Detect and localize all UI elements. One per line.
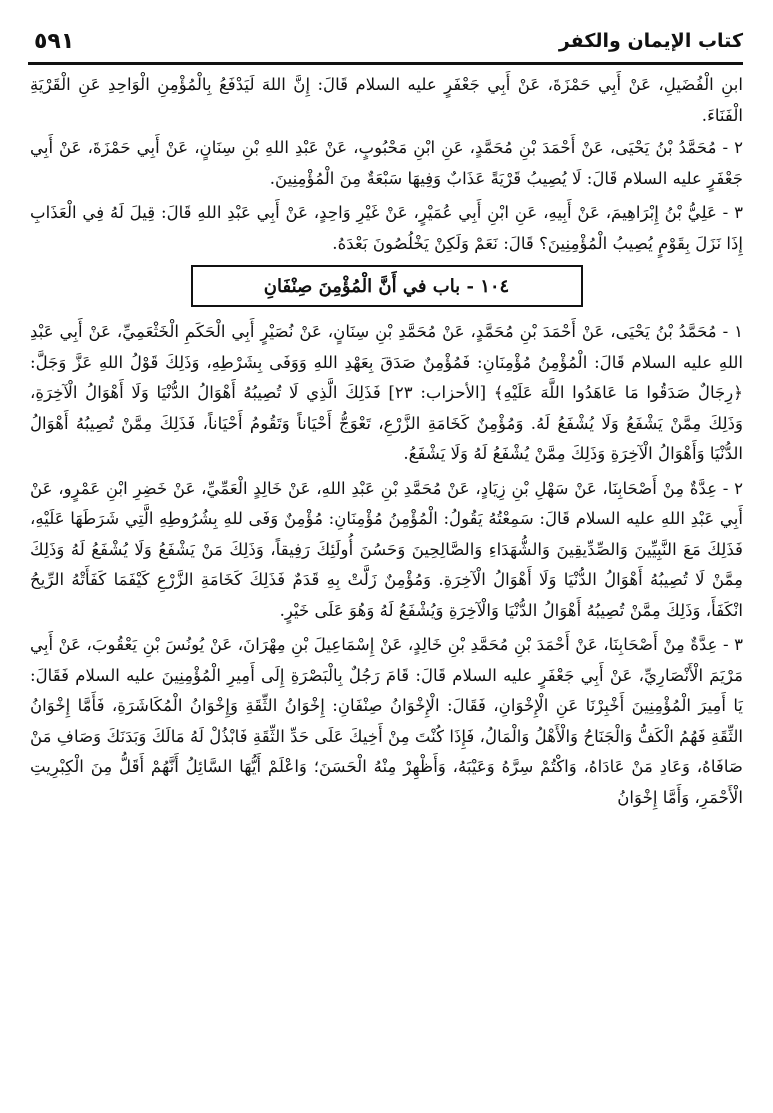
header-rule — [28, 62, 743, 65]
page-header — [34, 24, 743, 58]
book-title: كتاب الإيمان والكفر — [558, 30, 743, 52]
chapter-heading-box — [191, 265, 583, 307]
page-number: ٥٩١ — [34, 28, 75, 54]
hadith-paragraph: ١ - مُحَمَّدُ بْنُ يَحْيَى، عَنْ أَحْمَدَ بْنِ مُحَمَّدٍ، عَنْ مُحَمَّدِ بْنِ سِنَانٍ، عَنْ نُصَيْرٍ أَبِي الْحَكَمِ الْخَثْعَمِيِّ، عَنْ أَبِي عَبْدِ اللهِ عليه السلام قَالَ: الْمُؤْمِنُ مُؤْمِنَانِ: فَمُؤْمِنٌ صَدَقَ بِعَهْدِ اللهِ وَوَفَى بِشَرْطِهِ، وَذَلِكَ قَوْلُ اللهِ عَزَّ وَجَلَّ: ﴿رِجَالٌ صَدَقُوا مَا عَاهَدُوا اللَّهَ عَلَيْهِ﴾ [الأحزاب: ٢٣] فَذَلِكَ الَّذِي لَا تُصِيبُهُ أَهْوَالُ الدُّنْيَا وَلَا أَهْوَالُ الْآخِرَةِ، وَذَلِكَ مِمَّنْ يَشْفَعُ وَلَا يُشْفَعُ لَهُ. وَمُؤْمِنٌ كَخَامَةِ الزَّرْعِ، تَعْوَجُّ أَحْيَاناً وَتَقُومُ أَحْيَاناً، فَذَلِكَ مِمَّنْ تُصِيبُهُ أَهْوَالُ الدُّنْيَا وَأَهْوَالُ الْآخِرَةِ وَذَلِكَ مِمَّنْ يُشْفَعُ لَهُ وَلَا يَشْفَعُ. — [30, 322, 743, 463]
chapter-title: ١٠٤ - باب في أَنَّ الْمُؤْمِنَ صِنْفَانِ — [263, 275, 510, 297]
hadith-paragraph: ابنِ الْفُضَيلِ، عَنْ أَبِي حَمْزَةَ، عَنْ أَبِي جَعْفَرٍ عليه السلام قَالَ: إِنَّ اللهَ لَيَدْفَعُ بِالْمُؤْمِنِ الْوَاحِدِ عَنِ الْقَرْيَةِ الْفَنَاءَ. — [30, 75, 743, 125]
hadith-paragraph: ٣ - عَلِيُّ بْنُ إِبْرَاهِيمَ، عَنْ أَبِيهِ، عَنِ ابْنِ أَبِي عُمَيْرٍ، عَنْ غَيْرِ وَاحِدٍ، عَنْ أَبِي عَبْدِ اللهِ قَالَ: قِيلَ لَهُ فِي الْعَذَابِ إِذَا نَزَلَ بِقَوْمٍ يُصِيبُ الْمُؤْمِنِينَ؟ قَالَ: نَعَمْ وَلَكِنْ يَخْلُصُونَ بَعْدَهُ. — [30, 203, 743, 253]
page-body — [30, 70, 743, 817]
hadith-paragraph: ٢ - مُحَمَّدُ بْنُ يَحْيَى، عَنْ أَحْمَدَ بْنِ مُحَمَّدٍ، عَنِ ابْنِ مَحْبُوبٍ، عَنْ عَبْدِ اللهِ بْنِ سِنَانٍ، عَنْ أَبِي حَمْزَةَ، عَنْ أَبِي جَعْفَرٍ عليه السلام قَالَ: لَا يُصِيبُ قَرْيَةً عَذَابٌ وَفِيهَا سَبْعَةٌ مِنَ الْمُؤْمِنِينَ. — [30, 138, 743, 188]
hadith-paragraph: ٢ - عِدَّةٌ مِنْ أَصْحَابِنَا، عَنْ سَهْلِ بْنِ زِيَادٍ، عَنْ مُحَمَّدِ بْنِ عَبْدِ اللهِ، عَنْ خَالِدٍ الْعَمِّيِّ، عَنْ خَضِرِ ابْنِ عَمْرٍو، عَنْ أَبِي عَبْدِ اللهِ عليه السلام قَالَ: سَمِعْتُهُ يَقُولُ: الْمُؤْمِنُ مُؤْمِنَانِ: مُؤْمِنٌ وَفَى للهِ بِشُرُوطِهِ الَّتِي شَرَطَهَا عَلَيْهِ، فَذَلِكَ مَعَ النَّبِيِّينَ وَالصِّدِّيقِينَ وَالشُّهَدَاءِ وَالصَّالِحِينَ وَحَسُنَ أُولَئِكَ رَفِيقاً، وَذَلِكَ مَنْ يَشْفَعُ وَلَا يُشْفَعُ لَهُ وَذَلِكَ مِمَّنْ لَا تُصِيبُهُ أَهْوَالُ الدُّنْيَا وَلَا أَهْوَالُ الْآخِرَةِ. وَمُؤْمِنٌ زَلَّتْ بِهِ قَدَمٌ فَذَلِكَ كَخَامَةِ الزَّرْعِ كَيْفَمَا كَفَأَتْهُ الرِّيحُ انْكَفَأَ، وَذَلِكَ مِمَّنْ تُصِيبُهُ أَهْوَالُ الدُّنْيَا وَالْآخِرَةِ وَيُشْفَعُ لَهُ وَهُوَ عَلَى خَيْرٍ. — [30, 478, 743, 620]
hadith-paragraph: ٣ - عِدَّةٌ مِنْ أَصْحَابِنَا، عَنْ أَحْمَدَ بْنِ مُحَمَّدِ بْنِ خَالِدٍ، عَنْ إِسْمَاعِيلَ بْنِ مِهْرَانَ، عَنْ يُونُسَ بْنِ يَعْقُوبَ، عَنْ أَبِي مَرْيَمَ الْأَنْصَارِيِّ، عَنْ أَبِي جَعْفَرٍ عليه السلام قَالَ: قَامَ رَجُلٌ بِالْبَصْرَةِ إِلَى أَمِيرِ الْمُؤْمِنِينَ عليه السلام فَقَالَ: يَا أَمِيرَ الْمُؤْمِنِينَ أَخْبِرْنَا عَنِ الْإِخْوَانِ، فَقَالَ: الْإِخْوَانُ صِنْفَانِ: إِخْوَانُ الثِّقَةِ وَإِخْوَانُ الْمُكَاشَرَةِ، فَأَمَّا إِخْوَانُ الثِّقَةِ فَهُمُ الْكَفُّ وَالْجَنَاحُ وَالْأَهْلُ وَالْمَالُ، فَإِذَا كُنْتَ مِنْ أَخِيكَ عَلَى حَدِّ الثِّقَةِ فَابْذُلْ لَهُ مَالَكَ وَبَدَنَكَ وَصَافِ مَنْ صَافَاهُ، وَعَادِ مَنْ عَادَاهُ، وَاكْتُمْ سِرَّهُ وَعَيْبَهُ، وَأَظْهِرْ مِنْهُ الْحَسَنَ؛ وَاعْلَمْ أَيُّهَا السَّائِلُ أَنَّهُمْ أَقَلُّ مِنَ الْكِبْرِيتِ الْأَحْمَرِ، وَأَمَّا إِخْوَانُ — [30, 635, 743, 807]
